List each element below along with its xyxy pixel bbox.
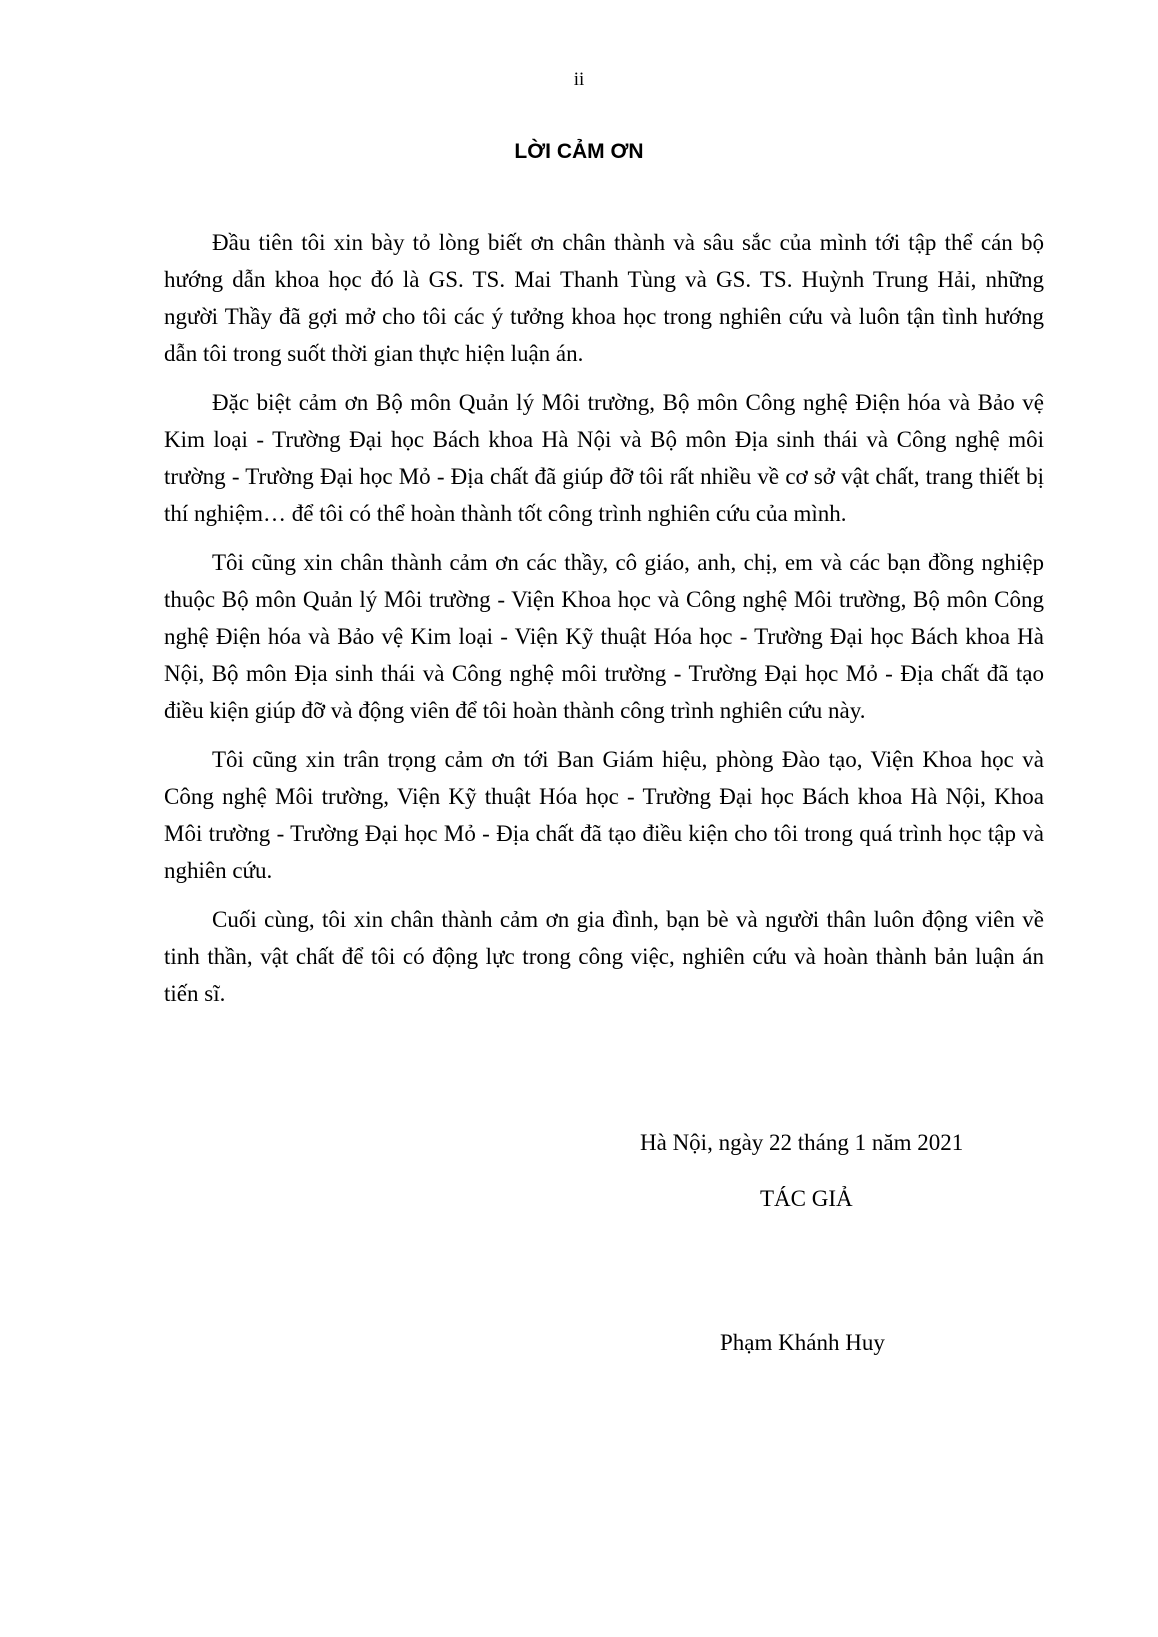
author-name: Phạm Khánh Huy <box>720 1330 885 1355</box>
paragraph-colleagues: Tôi cũng xin chân thành cảm ơn các thầy, cô giáo, anh, chị, em và các bạn đồng nghiệp thuộc Bộ môn Quản lý Môi trường - Viện Khoa học và Công nghệ Môi trường, Bộ môn Công nghệ Điện hóa và Bảo vệ Kim loại - Viện Kỹ thuật Hóa học - Trường Đại học Bách khoa Hà Nội, Bộ môn Địa sinh thái và Công nghệ môi trường - Trường Đại học Mỏ - Địa chất đã tạo điều kiện giúp đỡ và động viên để tôi hoàn thành công trình nghiên cứu này. <box>164 550 1044 723</box>
paragraph-departments: Đặc biệt cảm ơn Bộ môn Quản lý Môi trường, Bộ môn Công nghệ Điện hóa và Bảo vệ Kim loại - Trường Đại học Bách khoa Hà Nội và Bộ môn Địa sinh thái và Công nghệ môi trường - Trường Đại học Mỏ - Địa chất đã giúp đỡ tôi rất nhiều về cơ sở vật chất, trang thiết bị thí nghiệm… để tôi có thể hoàn thành tốt công trình nghiên cứu của mình. <box>164 390 1044 526</box>
signature-role: TÁC GIẢ <box>760 1186 853 1211</box>
acknowledgement-body <box>164 224 1044 1024</box>
paragraph-family: Cuối cùng, tôi xin chân thành cảm ơn gia đình, bạn bè và người thân luôn động viên về tinh thần, vật chất để tôi có động lực trong công việc, nghiên cứu và hoàn thành bản luận án tiến sĩ. <box>164 907 1044 1006</box>
page-title: LỜI CẢM ƠN <box>514 140 644 163</box>
paragraph-advisors: Đầu tiên tôi xin bày tỏ lòng biết ơn chân thành và sâu sắc của mình tới tập thể cán bộ hướng dẫn khoa học đó là GS. TS. Mai Thanh Tùng và GS. TS. Huỳnh Trung Hải, những người Thầy đã gợi mở cho tôi các ý tưởng khoa học trong nghiên cứu và luôn tận tình hướng dẫn tôi trong suốt thời gian thực hiện luận án. <box>164 230 1044 366</box>
page-number: ii <box>573 69 585 90</box>
paragraph-institutions: Tôi cũng xin trân trọng cảm ơn tới Ban Giám hiệu, phòng Đào tạo, Viện Khoa học và Công nghệ Môi trường, Viện Kỹ thuật Hóa học - Trường Đại học Bách khoa Hà Nội, Khoa Môi trường - Trường Đại học Mỏ - Địa chất đã tạo điều kiện cho tôi trong quá trình học tập và nghiên cứu. <box>164 747 1044 883</box>
signature-date: Hà Nội, ngày 22 tháng 1 năm 2021 <box>640 1130 964 1155</box>
